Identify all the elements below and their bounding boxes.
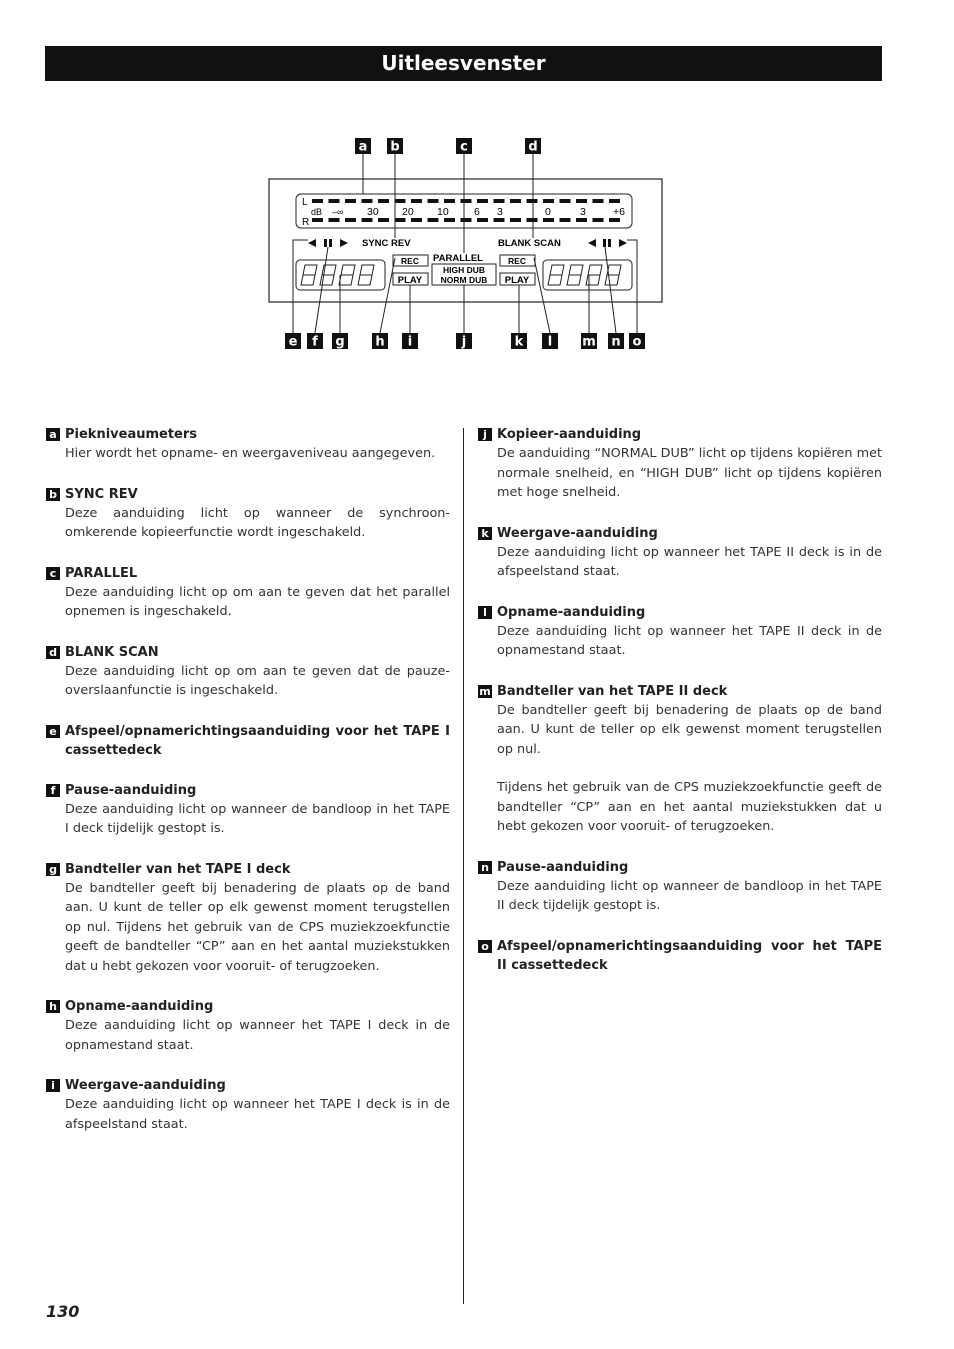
legend-item — [46, 643, 450, 701]
callout-letter: o — [632, 334, 642, 350]
legend-letter-badge: d — [46, 646, 60, 659]
meter-segment — [395, 199, 406, 203]
meter-segment — [395, 218, 406, 222]
legend-letter-badge: g — [46, 863, 60, 876]
legend-item-heading — [46, 997, 450, 1016]
meter-segment — [312, 199, 323, 203]
meter-segment — [411, 199, 422, 203]
legend-item — [478, 937, 882, 975]
meter-segment — [345, 199, 356, 203]
meter-scale-label: 3 — [497, 206, 503, 218]
play-label-tape2: PLAY — [504, 275, 530, 286]
counter-digit — [339, 265, 355, 285]
meter-segment — [461, 199, 472, 203]
meter-segment — [477, 199, 488, 203]
legend-heading-text: Bandteller van het TAPE I deck — [65, 861, 291, 877]
legend-item-heading — [478, 858, 882, 877]
legend-item-body — [497, 444, 882, 503]
legend-item-heading — [46, 781, 450, 800]
legend-item-body — [65, 583, 450, 622]
legend-item — [478, 425, 882, 503]
meter-scale-label: 10 — [437, 206, 449, 218]
legend-item — [478, 682, 882, 837]
column-divider — [463, 428, 464, 1304]
callout-letter: f — [312, 334, 318, 350]
legend-letter-badge: i — [46, 1079, 60, 1092]
legend-item-body — [65, 662, 450, 701]
meter-segment — [494, 218, 505, 222]
meter-segment — [362, 218, 373, 222]
meter-scale-label: 30 — [367, 206, 379, 218]
legend-item — [46, 860, 450, 977]
high-dub-label: HIGH DUB — [442, 265, 486, 275]
legend-letter-badge: k — [478, 527, 492, 540]
page-title: Uitleesvenster — [45, 46, 882, 81]
meter-segment — [543, 218, 554, 222]
meter-segment — [444, 218, 455, 222]
legend-item-body — [65, 444, 450, 464]
meter-segment — [345, 218, 356, 222]
legend-item-heading — [46, 643, 450, 662]
meter-segment — [609, 218, 620, 222]
legend-item-heading — [478, 682, 882, 701]
meter-segment — [510, 218, 521, 222]
callout-letter: k — [514, 334, 524, 350]
legend-item — [46, 781, 450, 839]
display-diagram — [0, 0, 954, 400]
meter-segment — [428, 218, 439, 222]
legend-heading-text: Piekniveaumeters — [65, 427, 198, 442]
legend-letter-badge: h — [46, 1000, 60, 1013]
meter-scale-label: –∞ — [332, 207, 344, 217]
legend-heading-text: Kopieer-aanduiding — [497, 427, 642, 442]
norm-dub-label: NORM DUB — [440, 275, 488, 285]
legend-heading-text: Weergave-aanduiding — [497, 525, 658, 541]
meter-scale-label: 20 — [402, 206, 414, 218]
play-label-tape1: PLAY — [397, 275, 423, 286]
meter-segment — [494, 199, 505, 203]
legend-letter-badge: e — [46, 725, 60, 738]
legend-heading-text: Pause-aanduiding — [497, 859, 629, 875]
legend-heading-text: Opname-aanduiding — [497, 604, 646, 620]
rec-label-tape2: REC — [508, 256, 526, 266]
meter-segment — [527, 199, 538, 203]
meter-segment — [461, 218, 472, 222]
legend-paragraph: Hier wordt het opname- en weergaveniveau aangegeven. — [65, 446, 436, 461]
legend-paragraph: De bandteller geeft bij benadering de plaats op de band aan. U kunt de teller op elk gewenst moment terugstellen op nul. — [497, 702, 882, 757]
tape2-direction-indicator — [588, 239, 627, 247]
legend-letter-badge: c — [46, 567, 60, 580]
legend-letter-badge: m — [479, 684, 491, 698]
meter-segment — [329, 199, 340, 203]
meter-segment — [362, 199, 373, 203]
legend-item-body — [65, 1016, 450, 1055]
counter-digit — [358, 265, 374, 285]
callout-letter: g — [335, 334, 345, 350]
callout-letter: a — [358, 139, 368, 155]
legend-heading-text: Weergave-aanduiding — [65, 1078, 226, 1093]
meter-segment — [527, 218, 538, 222]
legend-item-heading — [46, 425, 450, 444]
meter-segment — [428, 199, 439, 203]
legend-item — [478, 603, 882, 661]
legend-paragraph: De aanduiding “NORMAL DUB” licht op tijdens kopiëren met normale snelheid, en “HIGH DUB” licht op tijdens kopiëren met hoge snelheid. — [497, 446, 882, 500]
meter-segment — [329, 218, 340, 222]
legend-heading-text: Bandteller van het TAPE II deck — [497, 683, 728, 699]
legend-paragraph: Deze aanduiding licht op wanneer de synchroon-omkerende kopieerfunctie wordt ingeschakeld. — [65, 505, 450, 540]
legend-item — [46, 564, 450, 622]
meter-segment — [609, 199, 620, 203]
legend-item — [46, 722, 450, 760]
legend-heading-text: SYNC REV — [65, 486, 138, 502]
meter-scale-label: 3 — [580, 206, 586, 218]
legend-paragraph: Deze aanduiding licht op wanneer het TAPE I deck is in de afspeelstand staat. — [65, 1097, 450, 1132]
legend-item-body — [65, 1095, 450, 1134]
callout-letter: c — [460, 139, 468, 155]
blank-scan-label: BLANK SCAN — [498, 238, 561, 249]
callout-letter: e — [288, 334, 298, 350]
legend-item-heading — [478, 524, 882, 543]
meter-segment — [576, 218, 587, 222]
legend-item-body — [65, 800, 450, 839]
meter-scale-label: 0 — [545, 206, 551, 218]
legend-paragraph: Tijdens het gebruik van de CPS muziekzoekfunctie geeft de bandteller “CP” aan en het aantal muziekstukken dat u hebt gekozen voor vooruit- of terugzoeken. — [497, 780, 882, 834]
legend-item — [478, 858, 882, 916]
meter-segment — [543, 199, 554, 203]
parallel-label: PARALLEL — [433, 253, 483, 264]
legend-letter-badge: j — [478, 428, 492, 441]
legend-item-heading — [46, 564, 450, 583]
callout-letter: i — [407, 334, 413, 350]
meter-segment — [477, 218, 488, 222]
meter-segment — [593, 199, 604, 203]
counter-digit — [548, 265, 564, 285]
legend-item-heading — [46, 485, 450, 504]
legend-heading-text: BLANK SCAN — [65, 644, 159, 660]
meter-segment — [378, 199, 389, 203]
legend-heading-text: Afspeel/opnamerichtingsaanduiding voor het TAPE I cassettedeck — [65, 723, 450, 758]
right-column — [478, 425, 882, 996]
rec-label-tape1: REC — [401, 256, 419, 266]
legend-letter-badge: o — [478, 940, 492, 953]
callout-letter: l — [547, 334, 553, 350]
meter-segment — [312, 218, 323, 222]
meter-channel-left: L — [302, 197, 308, 208]
callout-letter: h — [375, 334, 385, 350]
callout-letter: j — [461, 334, 467, 350]
callout-letter: n — [611, 334, 621, 350]
legend-item-heading — [478, 425, 882, 444]
meter-scale-label: dB — [311, 207, 323, 217]
left-column — [46, 425, 450, 1155]
legend-paragraph: De bandteller geeft bij benadering de plaats op de band aan. U kunt de teller op elk gewenst moment terugstellen op nul. Tijdens het gebruik van de CPS muziekzoekfunctie geeft de bandteller “CP” aan en het aantal muziekstukken dat u hebt gekozen voor vooruit- of terugzoeken. — [65, 880, 450, 974]
legend-item-body — [497, 877, 882, 916]
meter-segment — [576, 199, 587, 203]
legend-item-body — [497, 622, 882, 661]
legend-item-body — [497, 701, 882, 837]
legend-item-heading — [478, 937, 882, 975]
meter-scale-label: 6 — [474, 206, 480, 218]
legend-heading-text: Afspeel/opnamerichtingsaanduiding voor het TAPE II cassettedeck — [497, 938, 882, 973]
legend-heading-text: Pause-aanduiding — [65, 782, 197, 798]
counter-digit — [567, 265, 583, 285]
legend-paragraph: Deze aanduiding licht op wanneer het TAPE II deck is in de afspeelstand staat. — [497, 544, 882, 579]
legend-letter-badge: a — [46, 428, 60, 441]
meter-segment — [378, 218, 389, 222]
legend-item — [46, 1076, 450, 1134]
legend-paragraph: Deze aanduiding licht op wanneer de bandloop in het TAPE I deck tijdelijk gestopt is. — [65, 801, 450, 836]
meter-segment — [510, 199, 521, 203]
callout-letter: m — [582, 334, 596, 350]
legend-letter-badge: l — [478, 606, 492, 619]
counter-digit — [301, 265, 317, 285]
meter-segment — [560, 218, 571, 222]
meter-segment — [411, 218, 422, 222]
legend-paragraph: Deze aanduiding licht op wanneer de bandloop in het TAPE II deck tijdelijk gestopt is. — [497, 878, 882, 913]
callout-letter: b — [390, 139, 400, 155]
legend-item — [478, 524, 882, 582]
legend-item-heading — [46, 860, 450, 879]
legend-item-body — [65, 879, 450, 977]
legend-item-heading — [478, 603, 882, 622]
legend-letter-badge: b — [46, 488, 60, 501]
meter-scale-label: +6 — [613, 206, 625, 218]
meter-segment — [593, 218, 604, 222]
callout-letter: d — [528, 139, 538, 155]
legend-item-heading — [46, 1076, 450, 1095]
legend-paragraph: Deze aanduiding licht op om aan te geven dat de pauze-overslaanfunctie is ingeschakeld. — [65, 663, 450, 698]
meter-channel-right: R — [302, 217, 310, 228]
legend-letter-badge: n — [478, 861, 492, 874]
legend-item-body — [65, 504, 450, 543]
legend-item — [46, 425, 450, 464]
legend-letter-badge: f — [46, 784, 60, 797]
sync-rev-label: SYNC REV — [362, 238, 411, 249]
legend-paragraph: Deze aanduiding licht op wanneer het TAPE II deck in de opnamestand staat. — [497, 623, 882, 658]
legend-paragraph: Deze aanduiding licht op wanneer het TAPE I deck in de opnamestand staat. — [65, 1018, 450, 1053]
legend-item-body — [497, 543, 882, 582]
legend-heading-text: PARALLEL — [65, 565, 138, 581]
legend-item-heading — [46, 722, 450, 760]
legend-paragraph: Deze aanduiding licht op om aan te geven dat het parallel opnemen is ingeschakeld. — [65, 584, 450, 619]
page-number: 130 — [46, 1302, 80, 1321]
meter-segment — [444, 199, 455, 203]
legend-item — [46, 997, 450, 1055]
legend-item — [46, 485, 450, 543]
legend-heading-text: Opname-aanduiding — [65, 999, 214, 1014]
counter-digit — [586, 265, 602, 285]
meter-segment — [560, 199, 571, 203]
tape1-direction-indicator — [308, 239, 348, 247]
